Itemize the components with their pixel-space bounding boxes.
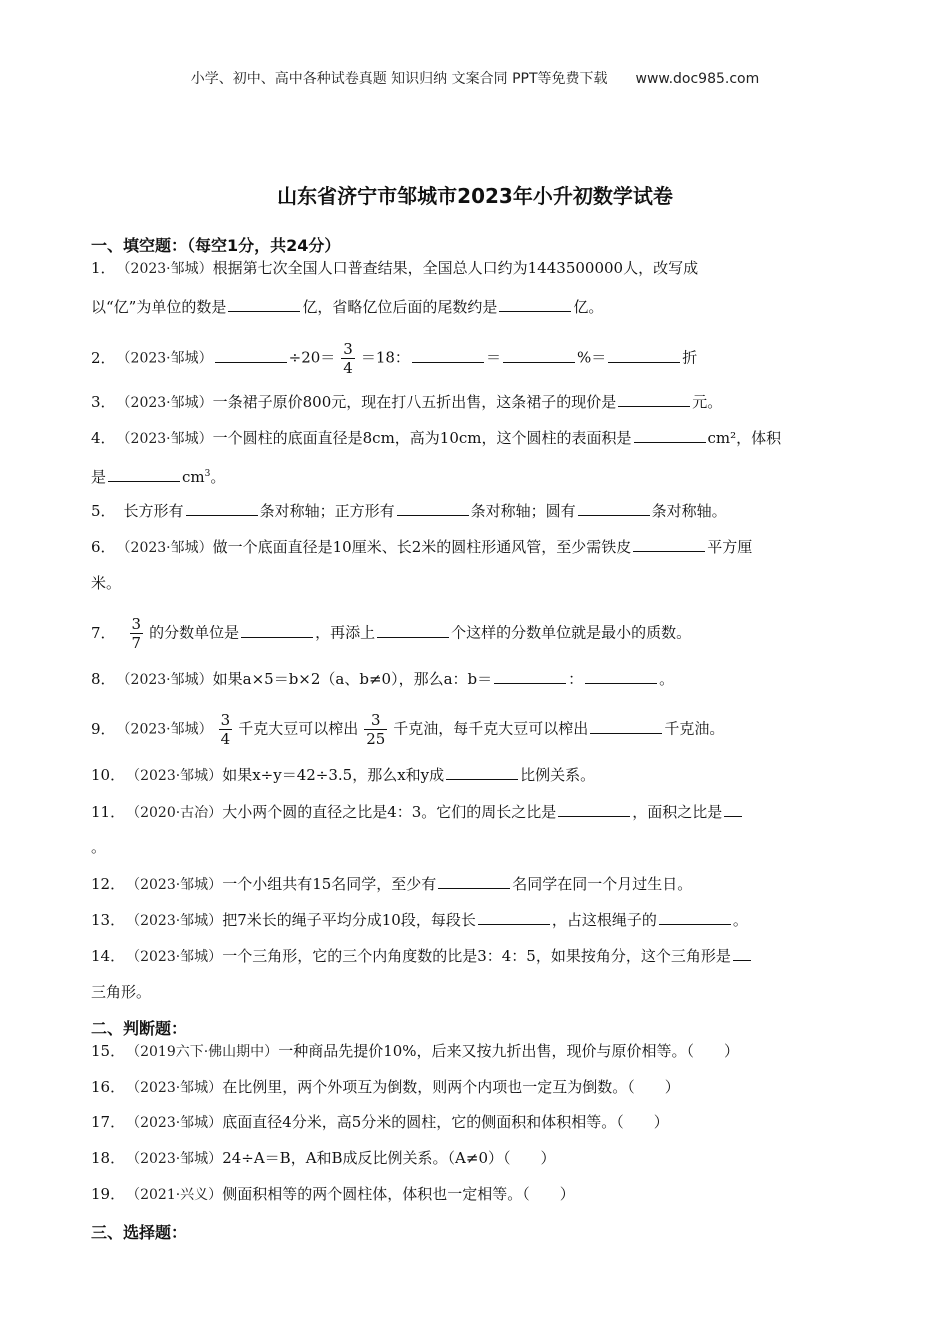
answer-blank[interactable]: [633, 536, 705, 552]
question-6: 6． （2023·邹城）做一个底面直径是10厘米、长2米的圆柱形通风管，至少需铁皮 平方厘: [91, 538, 753, 556]
fraction: $\frac{3}{4}$: [220, 711, 231, 748]
answer-blank[interactable]: [618, 391, 690, 407]
answer-blank[interactable]: [412, 347, 484, 363]
answer-blank[interactable]: [733, 945, 751, 961]
answer-blank[interactable]: [634, 427, 706, 443]
answer-blank[interactable]: [241, 622, 313, 638]
answer-blank[interactable]: [558, 801, 630, 817]
fraction: $\frac{3}{4}$: [343, 340, 353, 377]
answer-blank[interactable]: [585, 668, 657, 684]
header-text: 小学、初中、高中各种试卷真题 知识归纳 文案合同 PPT等免费下载: [190, 71, 608, 87]
question-8: 8． （2023·邹城）如果a×5＝b×2（a、b≠0），那么a：b＝ ： 。: [91, 670, 675, 688]
question-16: 16． （2023·邹城）在比例里，两个外项互为倒数，则两个内项也一定互为倒数。（ ）: [91, 1078, 680, 1096]
question-14: 14． （2023·邹城）一个三角形，它的三个内角度数的比是3：4：5，如果按角分，这个三角形是: [91, 945, 753, 967]
question-1-cont: 以“亿”为单位的数是 亿，省略亿位后面的尾数约是 亿。: [91, 298, 604, 316]
question-7: 7． $\frac{3}{7}$ 的分数单位是 ，再添上 个这样的分数单位就是最小的质数。: [91, 615, 692, 652]
document-title: 山东省济宁市邹城市2023年小升初数学试卷: [277, 184, 673, 208]
fraction: $\frac{3}{25}$: [366, 711, 386, 748]
answer-blank[interactable]: [438, 873, 510, 889]
question-19: 19． （2021·兴义）侧面积相等的两个圆柱体，体积也一定相等。（ ）: [91, 1185, 575, 1203]
answer-blank[interactable]: [108, 466, 180, 482]
answer-blank[interactable]: [377, 622, 449, 638]
question-4: 4． （2023·邹城）一个圆柱的底面直径是8cm，高为10cm，这个圆柱的表面积是 cm²，体积: [91, 429, 782, 447]
answer-blank[interactable]: [228, 296, 300, 312]
section-heading-choice: 三、选择题：: [91, 1223, 188, 1242]
answer-blank[interactable]: [503, 347, 575, 363]
question-17: 17． （2023·邹城）底面直径4分米，高5分米的圆柱，它的侧面积和体积相等。（ ）: [91, 1113, 669, 1131]
question-10: 10． （2023·邹城）如果x÷y＝42÷3.5，那么x和y成 比例关系。: [91, 766, 596, 784]
question-3: 3． （2023·邹城）一条裙子原价800元，现在打八五折出售，这条裙子的现价是 元。: [91, 393, 723, 411]
fraction: $\frac{3}{7}$: [131, 615, 142, 652]
answer-blank[interactable]: [494, 668, 566, 684]
page-header: [0, 68, 950, 88]
answer-blank[interactable]: [590, 718, 662, 734]
header-site[interactable]: www.doc985.com: [635, 71, 760, 87]
question-11: 11． （2020·古冶）大小两个圆的直径之比是4：3。它们的周长之比是 ，面积之比是: [91, 801, 744, 823]
section-heading-judge: 二、判断题：: [91, 1019, 188, 1038]
question-4-cont: 是 $cm^3$。: [91, 468, 226, 486]
answer-blank[interactable]: [724, 801, 742, 817]
answer-blank[interactable]: [215, 347, 287, 363]
answer-blank[interactable]: [186, 500, 258, 516]
question-2: 2． （2023·邹城） ÷20＝ $\frac{3}{4}$ ＝18： ＝ %＝ 折: [91, 340, 698, 377]
question-18: 18． （2023·邹城）24÷A＝B，A和B成反比例关系。（A≠0）（ ）: [91, 1149, 556, 1167]
question-5: 5． 长方形有 条对称轴；正方形有 条对称轴；圆有 条对称轴。: [91, 502, 727, 520]
question-11-cont: 。: [91, 838, 107, 856]
question-6-cont: 米。: [91, 574, 122, 592]
answer-blank[interactable]: [659, 909, 731, 925]
answer-blank[interactable]: [578, 500, 650, 516]
question-15: 15． （2019六下·佛山期中）一种商品先提价10%，后来又按九折出售，现价与原价相等。（ ）: [91, 1042, 740, 1060]
answer-blank[interactable]: [397, 500, 469, 516]
answer-blank[interactable]: [608, 347, 680, 363]
question-1: 1． （2023·邹城）根据第七次全国人口普查结果，全国总人口约为1443500000人，改写成: [91, 259, 699, 277]
question-9: 9． （2023·邹城） $\frac{3}{4}$ 千克大豆可以榨出 $\frac{3}{25}$ 千克油，每千克大豆可以榨出 千克油。: [91, 711, 725, 748]
section-heading-fill: 一、填空题：（每空1分，共24分）: [91, 236, 341, 255]
question-14-cont: 三角形。: [91, 983, 152, 1001]
answer-blank[interactable]: [446, 764, 518, 780]
question-12: 12． （2023·邹城）一个小组共有15名同学，至少有 名同学在同一个月过生日。: [91, 875, 693, 893]
answer-blank[interactable]: [499, 296, 571, 312]
question-13: 13． （2023·邹城）把7米长的绳子平均分成10段，每段长 ，占这根绳子的 。: [91, 911, 748, 929]
answer-blank[interactable]: [478, 909, 550, 925]
